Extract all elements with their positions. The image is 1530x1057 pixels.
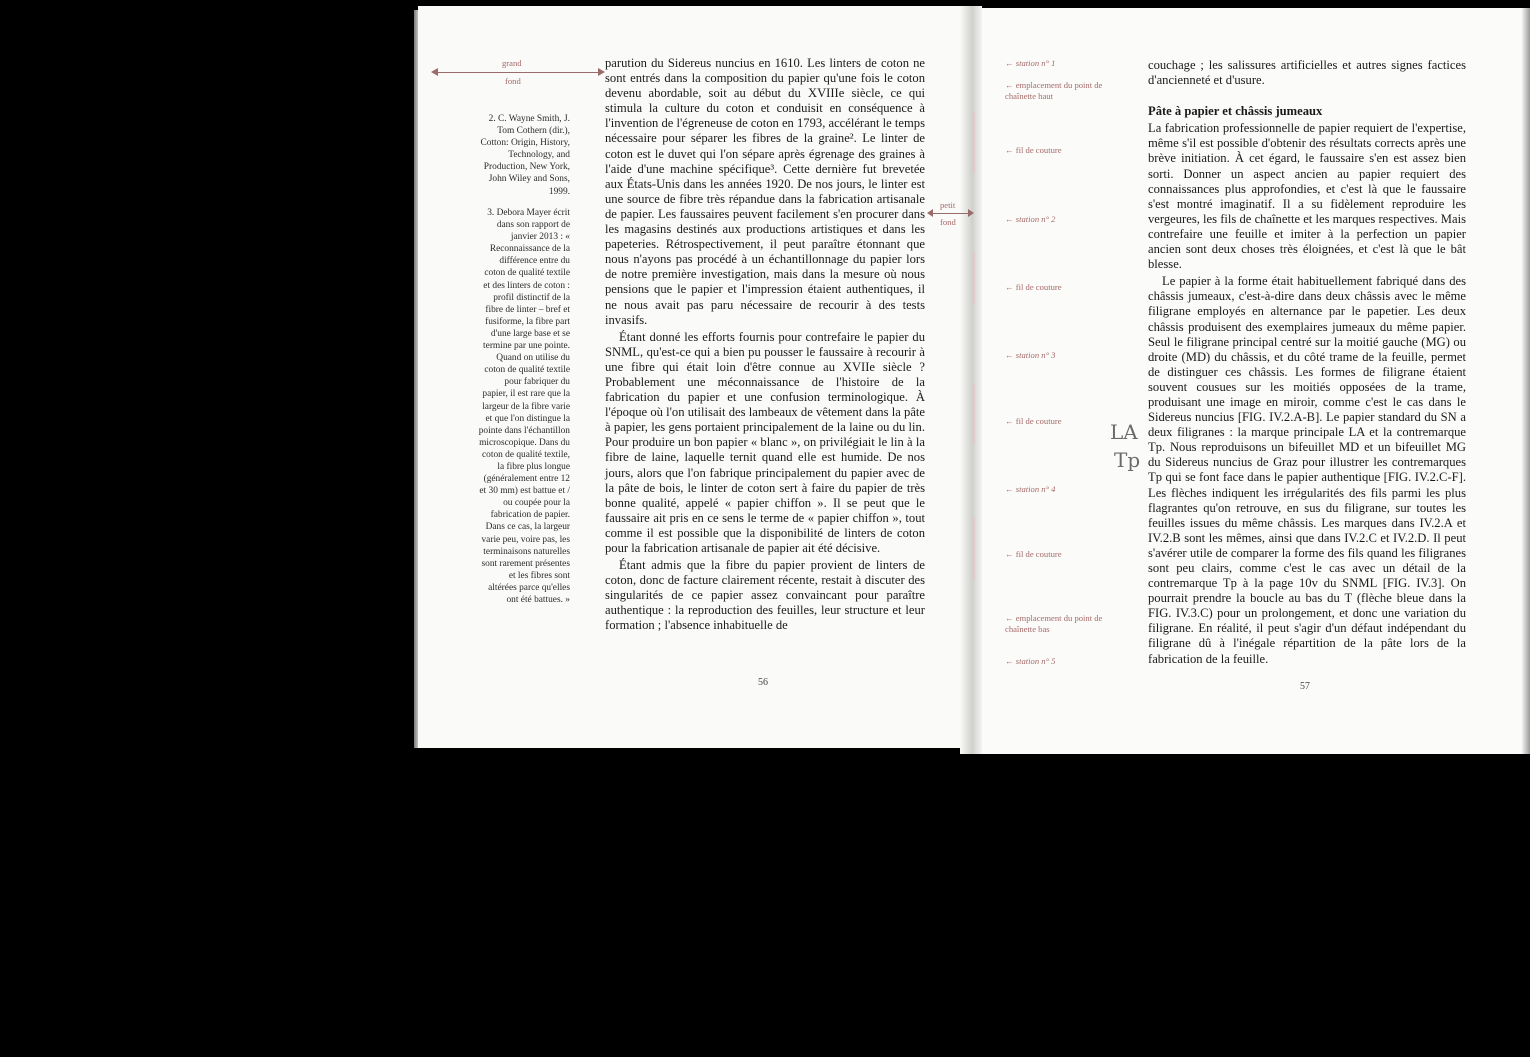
- thread-mark: [973, 518, 975, 580]
- station-label-2: ← station n° 2: [1005, 214, 1056, 224]
- margin-label-petit: petit: [940, 200, 956, 210]
- watermark-la: LA: [1110, 420, 1138, 444]
- chain-point-bottom-label: ← emplacement du point de chaînette bas: [1005, 613, 1103, 634]
- arrow-right-small-icon: [968, 209, 974, 217]
- station-label-3: ← station n° 3: [1005, 350, 1056, 360]
- left-paragraph-3: Étant admis que la fibre du papier provient de linters de coton, donc de facture clairement récente, restait à discuter des singularités de ce papier assez convaincant pour paraître authentique : la reproduction des feuilles, leur structure et leur formation ; l'absence inhabituelle de: [605, 558, 925, 633]
- arrow-left-icon: [431, 68, 438, 76]
- arrow-right-icon: [598, 68, 605, 76]
- page-number-right: 57: [1300, 681, 1310, 692]
- right-paragraph-1: La fabrication professionnelle de papier requiert de l'expertise, même s'il est possible d'obtenir des résultats corrects après une brève initiation. À cet égard, le faussaire s'en est assez bien sorti. Donner un aspect ancien au papier requiert des connaissances plus approfondies, et c'est là que le faussaire s'est montré imaginatif. Il a su fidèlement reproduire les vergeures, les fils de chaînette et les marques respectives. Mais contrefaire une feuille et imiter à la perfection un papier ancien sont deux choses très éloignées, et c'est là que le bât blesse.: [1148, 121, 1466, 272]
- footnote-3: 3. Debora Mayer écrit dans son rapport de janvier 2013 : « Reconnaissance de la différence entre du coton de qualité textile et des linters de coton : profil distinctif de la fibre de linter – bref et fusiforme, la fibre part d'une large base et se termine par une pointe. Quand on utilise du coton de qualité textile pour fabriquer du papier, il est rare que la largeur de la fibre varie et que l'on distingue la pointe dans l'échantillon microscopique. Dans du coton de qualité textile, la fibre plus longue (généralement entre 12 et 30 mm) est battue et / ou coupée pour la fabrication de papier. Dans ce cas, la largeur varie peu, voire pas, les terminaisons naturelles sont rarement présentes et les fibres sont altérées parce qu'elles ont été battues. »: [478, 208, 570, 605]
- chain-point-top-label: ← emplacement du point de chaînette haut: [1005, 80, 1103, 101]
- book-gutter: [960, 6, 982, 754]
- right-lead-text: couchage ; les salissures artificielles et autres signes factices d'ancienneté et d'usure.: [1148, 58, 1466, 88]
- sewing-thread-label-3: ← fil de couture: [1005, 416, 1062, 426]
- left-paragraph-1: parution du Sidereus nuncius en 1610. Les linters de coton ne sont entrés dans la composition du papier qu'une fois le coton devenu abordable, soit au début du XVIIIe siècle, ce qui stimula la culture du coton et conduisit en conséquence à l'invention de l'égreneuse de coton en 1793, accélérant le temps nécessaire pour séparer les fibres de la graine². Le linter de coton est le duvet qui l'on sépare après égrenage des graines à l'aide d'une machine spécifique³. Cette dernière fut brevetée aux États-Unis dans les années 1920. De nos jours, le linter est une source de fibre très répandue dans la fabrication artisanale de papier. Les faussaires peuvent facilement s'en procurer dans les magasins destinés aux productions artistiques et dans les papeteries. Rétrospectivement, il peut paraître étonnant que nous n'ayons pas procédé à un échantillonnage du papier lors de notre première investigation, mais dans la mesure où nous pensions que le papier et l'impression étaient authentiques, il ne nous avait pas paru nécessaire de recourir à des tests invasifs.: [605, 56, 925, 327]
- thread-mark: [973, 112, 975, 174]
- right-paragraph-2: Le papier à la forme était habituellement fabriqué dans des châssis jumeaux, c'est-à-dire dans deux châssis avec le même filigrane employés en alternance par le papetier. Les deux châssis produisent des exemplaires jumeaux du même papier. Seul le filigrane principal centré sur la moitié gauche (MG) ou droite (MD) du châssis, et du côté trame de la feuille, permet de distinguer ces châssis. Les formes de filigrane étaient souvent cousues sur les moitiés opposées de la trame, produisant une image en miroir, comme c'est le cas dans le Sidereus nuncius [FIG. IV.2.A-B]. Le papier standard du SN a deux filigranes : la marque principale LA et la contremarque Tp. Nous reproduisons un bifeuillet MD et un bifeuillet MG du Sidereus nuncius de Graz pour illustrer les contremarques Tp qui se font face dans le papier authentique [FIG. IV.2.C-F]. Les flèches indiquent les irrégularités des fils parmi les plus flagrantes qu'on retrouve, en sus du filigrane, sur toutes les feuilles issues du même châssis. Les marques dans IV.2.A et IV.2.B sont les mêmes, ainsi que dans IV.2.C et IV.2.D. Il peut s'avérer utile de comparer la forme des fils quand les filigranes sont peu clairs, comme c'est le cas avec un détail de la contremarque Tp à la page 10v du SNML [FIG. IV.3]. On pourrait prendre la boucle au bas du T (flèche bleue dans la FIG. IV.3.C) pour un prolongement, et donc une variation du filigrane. En réalité, il peut s'agir d'un défaut indépendant du filigrane dû à l'inégale répartition de la pâte lors de la fabrication de la feuille.: [1148, 274, 1466, 666]
- station-label-5: ← station n° 5: [1005, 656, 1056, 666]
- watermark-tp: Tp: [1114, 448, 1141, 472]
- footnote-2: 2. C. Wayne Smith, J. Tom Cothern (dir.), Cotton: Origin, History, Technology, and Production, New York, John Wiley and Sons, 1999.: [480, 114, 570, 197]
- left-paragraph-2: Étant donné les efforts fournis pour contrefaire le papier du SNML, qu'est-ce qui a bien pu pousser le faussaire à recourir à une fibre qui était loin d'être connue au XVIIe siècle ? Probablement une méconnaissance de l'histoire de la fabrication du papier et une confusion terminologique. À l'époque où l'on utilisait des lambeaux de vêtement dans la pâte à papier, les gens portaient principalement de la laine ou du lin. Pour produire un bon papier « blanc », on privilégiait le lin à la fibre de laine, laquelle ternit quand elle est humide. De nos jours, alors que l'on fabrique principalement du papier avec de la pâte de bois, le linter de coton sert à faire du papier de très bonne qualité, appelé « papier chiffon ». Il se peut que le faussaire ait pris en ce sens le terme de « papier chiffon », tout comme il est possible que la disponibilité de linters de coton pour la fabrication artisanale de papier ait été décisive.: [605, 329, 925, 555]
- margin-label-fond: fond: [505, 76, 521, 86]
- sewing-thread-label-4: ← fil de couture: [1005, 549, 1062, 559]
- sewing-thread-label-1: ← fil de couture: [1005, 145, 1062, 155]
- right-main-text: [1148, 58, 1466, 667]
- thread-mark: [973, 252, 975, 304]
- page-number-left: 56: [758, 677, 768, 688]
- petit-fond-arrow-line: [930, 213, 970, 214]
- margin-label-grand: grand: [502, 58, 522, 68]
- section-heading: Pâte à papier et châssis jumeaux: [1148, 104, 1323, 119]
- thread-mark: [973, 384, 975, 444]
- station-label-1: ← station n° 1: [1005, 58, 1056, 68]
- grand-fond-arrow-line: [438, 72, 600, 73]
- sewing-thread-label-2: ← fil de couture: [1005, 282, 1062, 292]
- station-label-4: ← station n° 4: [1005, 484, 1056, 494]
- right-page-edge: [1522, 8, 1530, 754]
- arrow-left-small-icon: [927, 209, 933, 217]
- left-main-text: [605, 56, 925, 634]
- margin-label-fond-small: fond: [940, 217, 956, 227]
